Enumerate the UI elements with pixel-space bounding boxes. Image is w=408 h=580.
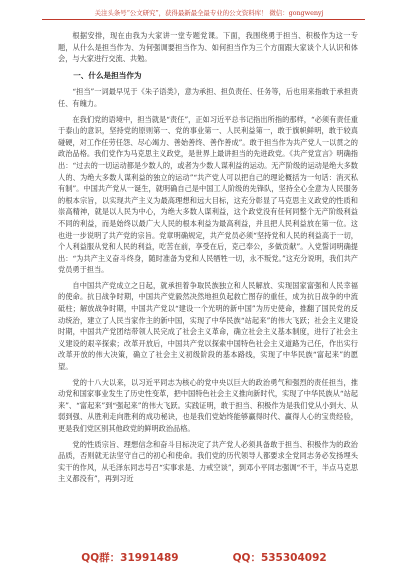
qq-number-label: QQ：535304092 [232,552,327,564]
page-header-banner: 关注头条号“公文研究”，获得最新最全最专业的公文资料库！ 微信：gongwenyj [94,9,324,17]
body-paragraph: 自中国共产党成立之日起，就承担着争取民族独立和人民解放、实现国家富强和人民幸福的使命。抗日战争时期，中国共产党毅然决然地担负起救亡图存的重任，成为抗日战争的中流砥柱；解放战争时期，中国共产党以“建设一个光明的新中国”为历史使命，推翻了国民党的反动统治，建立了人民当家作主的新中国，实现了中华民族“站起来”的伟大飞跃；社会主义建设时期，中国共产党团结带领人民完成了社会主义革命，确立社会主义基本制度，进行了社会主义建设的艰辛探索；改革开放后，中国共产党以探索中国特色社会主义道路为己任，作出实行改革开放的伟大决策，确立了社会主义初级阶段的基本路线，实现了中华民族“富起来”的愿望。 [58,280,358,372]
section-heading: 一、什么是担当作为 [73,70,142,80]
body-paragraph: “担当”一词最早见于《朱子语类》，意为承担、担负责任、任务等，后也用来指敢于承担责任、有魄力。 [58,87,358,108]
header-divider [42,19,365,20]
document-body [58,30,358,489]
body-paragraph: 党的十八大以来，以习近平同志为核心的党中央以巨大的政治勇气和强烈的责任担当，推动党和国家事业发生了历史性变革，把中国特色社会主义推向新时代，实现了中华民族从“站起来”、“富起来”到“强起来”的伟大飞跃。实践证明，敢于担当、积极作为是我们党从小到大、从弱到强、从胜利走向胜利的成功秘诀，也是我们党始终能够赢得时代、赢得人心的宝贵经验，更是我们党区别其他政党的鲜明政治品格。 [58,377,358,433]
body-paragraph: 在我们党的语境中，担当就是“责任”，正如习近平总书记指出所指的那样，“必须有责任重于泰山的意识，坚持党的原则第一、党的事业第一、人民利益第一，敢于旗帜鲜明，敢于较真碰硬，对工作任劳任怨、尽心竭力、善始善终、善作善成”。敢于担当作为共产党人一以贯之的政治品格。我们党作为马克思主义政党，是世界上最讲担当的先进政党。《共产党宣言》明确指出：“过去的一切运动都是少数人的，或者为少数人谋利益的运动。无产阶级的运动是绝大多数人的、为绝大多数人谋利益的独立的运动”“共产党人可以把自己的理论概括为一句话：消灭私有制”。中国共产党从一诞生，就明确自己是中国工人阶级的先锋队，坚持全心全意为人民服务的根本宗旨，以实现共产主义为最高理想和远大目标，这充分彰显了马克思主义政党的性质和崇高精神，就是以人民为中心，为绝大多数人谋利益，这个政党没有任何同整个无产阶级利益不同的利益，而是始终以最广大人民的根本利益为最高利益，并且把人民利益放在第一位。这也进一步说明了共产党的宗旨。党章明确规定，共产党员必须“坚持党和人民的利益高于一切，个人利益服从党和人民的利益，吃苦在前，享受在后，克己奉公，多做贡献”。入党誓词明确提出：“为共产主义奋斗终身，随时准备为党和人民牺牲一切，永不叛党。”这充分说明，我们共产党员勇于担当。 [58,114,358,275]
qq-group-label: QQ群：31991489 [81,552,179,564]
page-footer [0,550,408,570]
body-paragraph: 党的性质宗旨、理想信念和奋斗目标决定了共产党人必须具备敢于担当、积极作为的政治品质，否则就无法坚守自己的初心和使命。我们党的历代领导人都要求全党同志务必发扬埋头实干的作风，从毛泽东同志号召“实事求是、力戒空谈”，到邓小平同志强调“不干，半点马克思主义都没有”，再到习近 [58,439,358,484]
intro-paragraph: 根据安排，现在由我为大家讲一堂专题党课。下面，我围绕勇于担当、积极作为这一专题，从什么是担当作为、为何强调要担当作为、如何担当作为三个方面跟大家谈个人认识和体会，与大家进行交流、共勉。 [58,31,358,64]
